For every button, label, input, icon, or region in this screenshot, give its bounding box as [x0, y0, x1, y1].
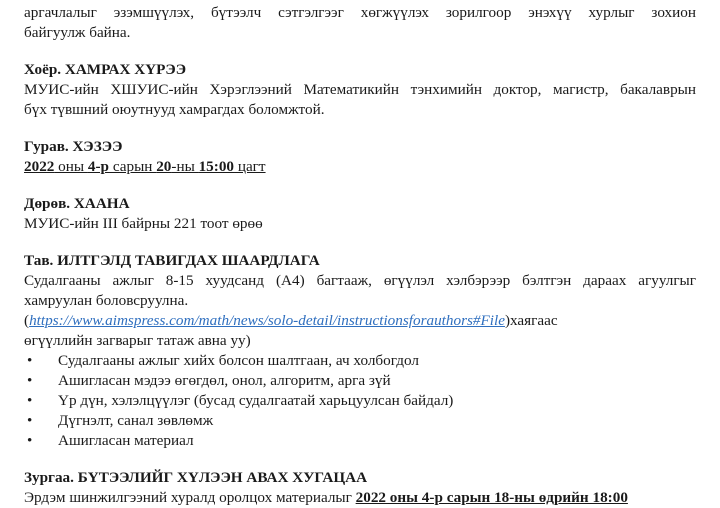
deadline-date: 2022 оны 4-р сарын 18-ны өдрийн 18:00 [355, 489, 628, 506]
requirements-text-cont: хамруулан боловсруулна. [24, 292, 189, 309]
requirements-list [24, 351, 720, 451]
bullet-icon: • [27, 432, 33, 449]
section-heading-requirements: Тав. ИЛТГЭЛД ТАВИГДАХ ШААРДЛАГА [24, 252, 320, 269]
date-day: 20 [156, 158, 172, 175]
paren: ( [24, 312, 30, 329]
date-text: сарын [109, 158, 157, 175]
section-heading-when: Гурав. ХЭЗЭЭ [24, 138, 123, 155]
requirements-text: Судалгааны ажлыг 8-15 хуудсанд (А4) багтааж, өгүүлэл хэлбэрээр бэлтгэн дараах агуулгыг [24, 272, 696, 289]
bullet-icon: • [27, 352, 33, 369]
template-text: өгүүллийн загварыг татаж авна уу) [24, 332, 251, 349]
date-year: 2022 [24, 158, 55, 175]
date-month: 4-р [87, 158, 110, 175]
bullet-icon: • [27, 412, 33, 429]
location-text: МУИС-ийн III байрны 221 тоот өрөө [24, 215, 263, 232]
date-time: 15:00 [198, 158, 235, 175]
event-date [24, 157, 720, 177]
date-text: оны [54, 158, 88, 175]
section-heading-scope: Хоёр. ХАМРАХ ХҮРЭЭ [24, 61, 187, 78]
template-link[interactable]: https://www.aimspress.com/math/news/solo-detail/instructionsforauthors#File [29, 312, 505, 329]
section-heading-where: Дөрөв. ХААНА [24, 195, 130, 212]
date-text: -ны [171, 158, 199, 175]
link-suffix: )хаягаас [504, 312, 558, 329]
list-item: • Дүгнэлт, санал зөвлөмж [27, 412, 214, 429]
list-item: • Үр дүн, хэлэлцүүлэг (бусад судалгаатай харьцуулсан байдал) [27, 392, 454, 409]
deadline-text: Эрдэм шинжилгээний хуралд оролцох материалыг 2022 оны 4-р сарын 18-ны өдрийн 18:00 [24, 489, 628, 506]
scope-text-cont: бүх түвшний оюутнууд хамрагдах боломжтой. [24, 101, 325, 118]
intro-text-cont: байгуулж байна. [24, 24, 131, 41]
list-item: • Ашигласан материал [27, 432, 194, 449]
bullet-icon: • [27, 372, 33, 389]
bullet-icon: • [27, 392, 33, 409]
list-item: • Ашигласан мэдээ өгөгдөл, онол, алгоритм, арга зүй [27, 372, 391, 389]
date-text: цагт [234, 158, 266, 175]
scope-text: МУИС-ийн ХШУИС-ийн Хэрэглээний Математикийн тэнхимийн доктор, магистр, бакалаврын [24, 81, 696, 98]
intro-text: аргачлалыг эзэмшүүлэх, бүтээлч сэтгэлгээг хөгжүүлэх зорилгоор энэхүү хурлыг зохион [24, 4, 696, 21]
section-heading-deadline: Зургаа. БҮТЭЭЛИЙГ ХҮЛЭЭН АВАХ ХУГАЦАА [24, 469, 368, 486]
list-item: • Судалгааны ажлыг хийх болсон шалтгаан, ач холбогдол [27, 352, 419, 369]
template-link-line [24, 311, 720, 331]
